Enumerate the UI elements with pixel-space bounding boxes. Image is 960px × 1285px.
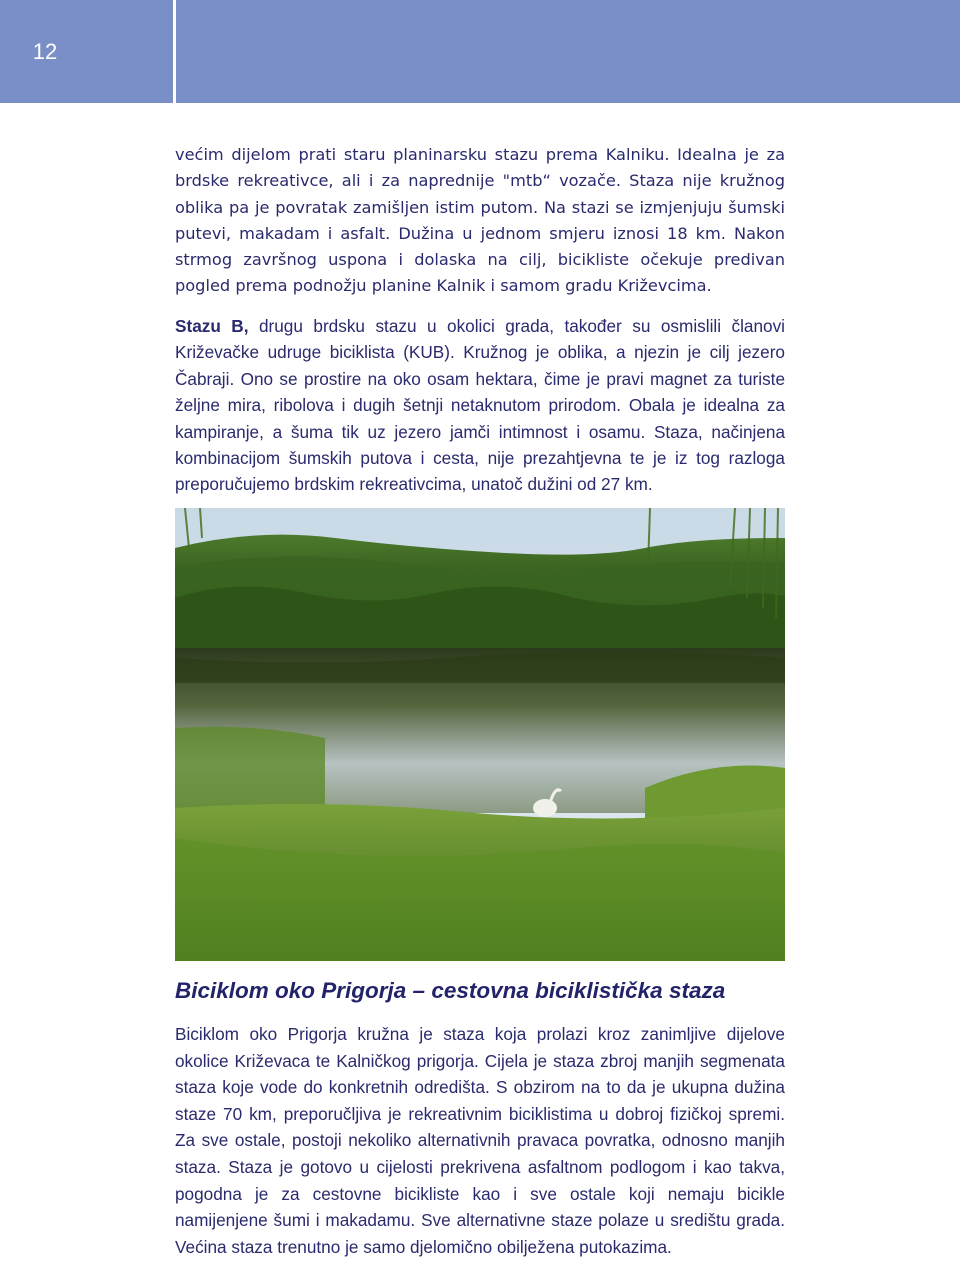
trail-b-lead: Stazu B, <box>175 316 249 336</box>
header-divider <box>173 0 176 103</box>
page-header-bar <box>0 0 960 103</box>
paragraph-trail-b <box>175 313 785 498</box>
section-heading: Biciklom oko Prigorja – cestovna biciklistička staza <box>175 978 726 1003</box>
trail-b-text: drugu brdsku stazu u okolici grada, također su osmislili članovi Križevačke udruge biciklista (KUB). Kružnog je oblika, a njezin je cilj jezero Čabraji. Ono se prostire na oko osam hektara, čime je pravi magnet za turiste željne mira, ribolova i dugih šetnji netaknutom prirodom. Obala je idealna za kampiranje, a šuma tik uz jezero jamči intimnost i osamu. Staza, načinjena kombinacijom šumskih putova i cesta, nije prezahtjevna te je iz tog razloga preporučujemo brdskim rekreativcima, unatoč dužini od 27 km. <box>175 316 785 495</box>
paragraph-trail-a: većim dijelom prati staru planinarsku stazu prema Kalniku. Idealna je za brdske rekreativce, ali i za naprednije "mtb“ vozače. Staza nije kružnog oblika pa je povratak zamišljen istim putom. Na stazi se izmjenjuju šumski putevi, makadam i asfalt. Dužina u jednom smjeru iznosi 18 km. Nakon strmog završnog uspona i dolaska na cilj, bicikliste očekuje predivan pogled prema podnožju planine Kalnik i samom gradu Križevcima. <box>175 145 785 296</box>
paragraph-prigorje-route: Biciklom oko Prigorja kružna je staza koja prolazi kroz zanimljive dijelove okolice Križevaca te Kalničkog prigorja. Cijela je staza zbroj manjih segmenata staza koje vode do konkretnih odredišta. S obzirom na to da je ukupna dužina staze 70 km, preporučljiva je rekreativnim biciklistima u dobroj fizičkoj spremi. Za sve ostale, postoji nekoliko alternativnih pravaca povratka, odnosno manjih staza. Staza je gotovo u cijelosti prekrivena asfaltnom podlogom i kao takva, pogodna je za cestovne bicikliste kao i sve ostale koji nemaju bicikle namijenjene šumi i makadamu. Sve alternativne staze polaze u središtu grada. Većina staza trenutno je samo djelomično obilježena putokazima. <box>175 1024 785 1257</box>
lake-photo <box>175 508 785 961</box>
page-number: 12 <box>32 38 58 64</box>
